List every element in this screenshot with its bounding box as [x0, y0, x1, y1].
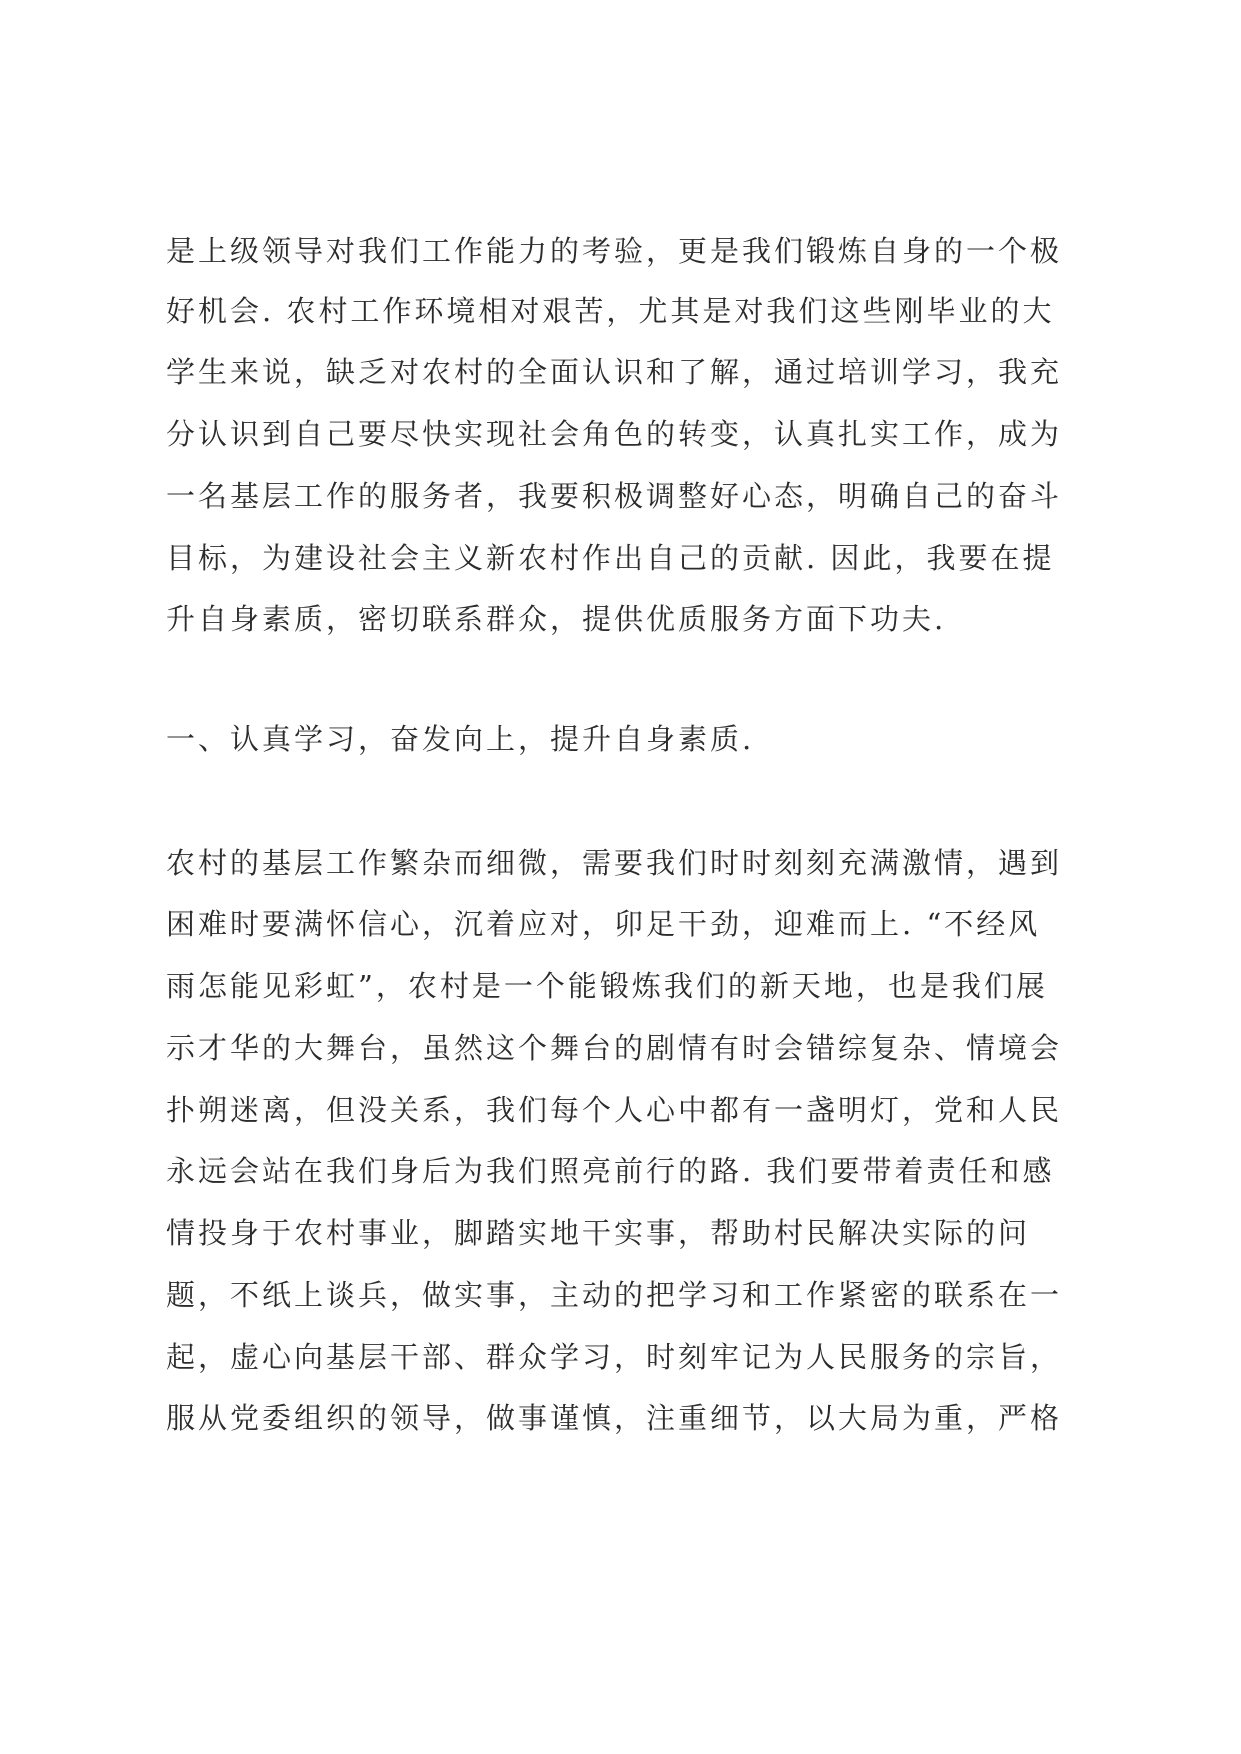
- paragraph-1-line: 分认识到自己要尽快实现社会角色的转变，认真扎实工作，成为: [166, 417, 1063, 451]
- paragraph-2-line: 困难时要满怀信心，沉着应对，卯足干劲，迎难而上. “不经风: [166, 907, 1041, 941]
- paragraph-2-line: 情投身于农村事业，脚踏实地干实事，帮助村民解决实际的问: [166, 1216, 1031, 1250]
- paragraph-2-line: 扑朔迷离，但没关系，我们每个人心中都有一盏明灯，党和人民: [166, 1093, 1063, 1127]
- paragraph-1-line: 升自身素质，密切联系群众，提供优质服务方面下功夫.: [166, 602, 947, 636]
- paragraph-1-line: 一名基层工作的服务者，我要积极调整好心态，明确自己的奋斗: [166, 479, 1063, 513]
- paragraph-2-line: 永远会站在我们身后为我们照亮前行的路. 我们要带着责任和感: [166, 1154, 1055, 1188]
- paragraph-2-line: 示才华的大舞台，虽然这个舞台的剧情有时会错综复杂、情境会: [166, 1031, 1063, 1065]
- paragraph-1-line: 学生来说，缺乏对农村的全面认识和了解，通过培训学习，我充: [166, 355, 1063, 389]
- paragraph-2-line: 雨怎能见彩虹”，农村是一个能锻炼我们的新天地，也是我们展: [166, 969, 1048, 1003]
- paragraph-2-line: 题，不纸上谈兵，做实事，主动的把学习和工作紧密的联系在一: [166, 1278, 1063, 1312]
- paragraph-1-line: 目标，为建设社会主义新农村作出自己的贡献. 因此，我要在提: [166, 541, 1055, 575]
- paragraph-2-line: 农村的基层工作繁杂而细微，需要我们时时刻刻充满激情，遇到: [166, 846, 1063, 880]
- paragraph-1-line: 好机会. 农村工作环境相对艰苦，尤其是对我们这些刚毕业的大: [166, 294, 1055, 328]
- paragraph-2-line: 起，虚心向基层干部、群众学习，时刻牢记为人民服务的宗旨，: [166, 1340, 1063, 1374]
- paragraph-2-line: 服从党委组织的领导，做事谨慎，注重细节，以大局为重，严格: [166, 1401, 1063, 1435]
- paragraph-1-line: 是上级领导对我们工作能力的考验，更是我们锻炼自身的一个极: [166, 234, 1063, 268]
- section-heading: 一、认真学习，奋发向上，提升自身素质.: [166, 722, 755, 756]
